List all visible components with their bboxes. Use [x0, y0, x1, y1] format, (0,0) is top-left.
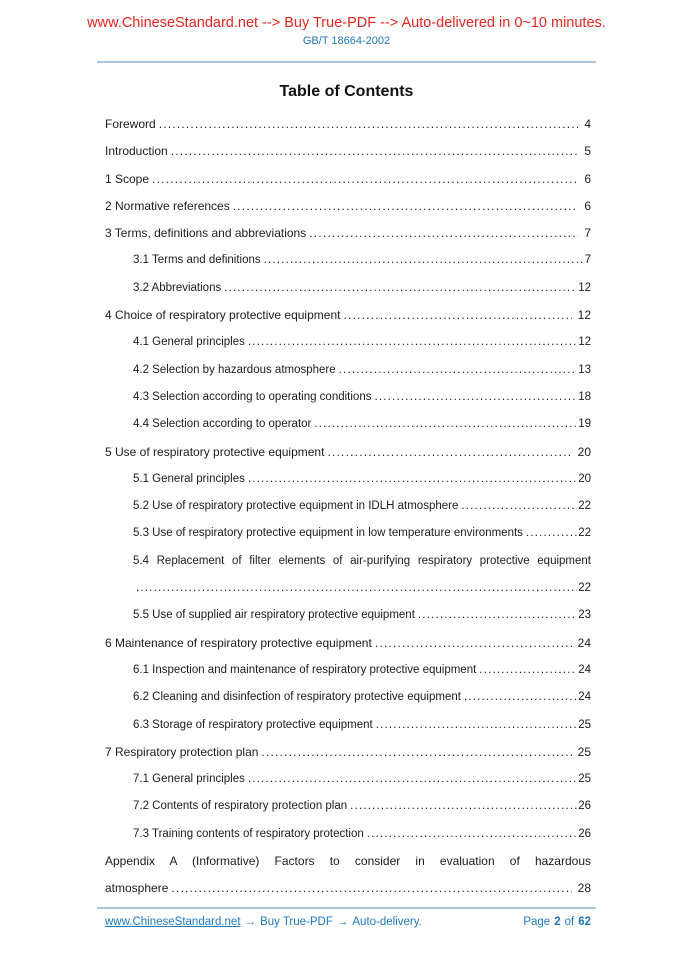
footer-buy-label: Buy True-PDF [260, 916, 333, 928]
toc-page-number: 19 [578, 418, 591, 431]
toc-entry-text: 1 Scope [105, 171, 150, 186]
toc-row [105, 766, 591, 793]
toc-page-number: 23 [578, 609, 591, 622]
dot-leader [464, 684, 577, 711]
toc-page-number: 13 [578, 363, 591, 376]
toc-row [105, 848, 591, 875]
dot-leader [248, 466, 577, 493]
toc-list [105, 111, 591, 903]
footer-divider [97, 907, 596, 909]
toc-row [105, 739, 591, 766]
arrow-icon: → [336, 916, 349, 928]
footer-page-indicator [523, 916, 591, 928]
dot-leader [418, 602, 577, 629]
header-divider [97, 61, 596, 63]
dot-leader [264, 247, 584, 274]
page-footer [105, 916, 591, 928]
dot-leader [224, 275, 577, 302]
page-label: Page [523, 916, 551, 928]
toc-row [105, 166, 591, 193]
toc-entry-text: 4.3 Selection according to operating conditions [133, 390, 372, 403]
toc-entry-text: 5.4 Replacement of filter elements of air-purifying respiratory protective equipment [133, 554, 591, 567]
toc-entry-text: 3.2 Abbreviations [133, 281, 222, 294]
dot-leader [479, 657, 577, 684]
footer-site-link[interactable]: www.ChineseStandard.net [105, 916, 241, 928]
toc-page-number: 4 [584, 117, 591, 131]
toc-row [105, 439, 591, 466]
toc-page-number: 20 [578, 472, 591, 485]
toc-row [105, 602, 591, 629]
footer-delivery-label: Auto-delivery. [352, 916, 422, 928]
toc-row [105, 384, 591, 411]
dot-leader [159, 111, 579, 138]
toc-row [105, 193, 591, 220]
toc-page-number: 24 [578, 663, 591, 676]
toc-page-number: 7 [584, 226, 591, 241]
toc-page-number: 18 [578, 390, 591, 403]
toc-entry-text: 5.2 Use of respiratory protective equipment in IDLH atmosphere [133, 500, 459, 513]
toc-row [105, 275, 591, 302]
toc-row [105, 247, 591, 274]
dot-leader [339, 357, 578, 384]
dot-leader [136, 575, 577, 602]
toc-row [105, 493, 591, 520]
toc-page-number: 24 [577, 635, 591, 650]
toc-row [105, 302, 591, 329]
toc-entry-text: 2 Normative references [105, 198, 230, 213]
toc-row [105, 712, 591, 739]
toc-row [105, 630, 591, 657]
toc-entry-text: Appendix A (Informative) Factors to consider in evaluation of hazardous [105, 854, 591, 869]
toc-entry-text: 3 Terms, definitions and abbreviations [105, 226, 307, 241]
arrow-icon: → [244, 916, 257, 928]
toc-page-number: 5 [584, 144, 591, 159]
toc-row [105, 684, 591, 711]
dot-leader [171, 875, 571, 902]
toc-entry-text: 5 Use of respiratory protective equipment [105, 444, 325, 459]
footer-left [105, 916, 422, 928]
toc-entry-text: atmosphere [105, 881, 169, 896]
toc-row [105, 111, 591, 138]
toc-page-number: 6 [584, 171, 591, 186]
toc-entry-text: Foreword [105, 117, 156, 131]
toc-page-number: 26 [578, 827, 591, 840]
toc-page-number: 22 [578, 500, 591, 513]
page-title: Table of Contents [279, 83, 414, 100]
dot-leader [152, 166, 578, 193]
toc-row [105, 875, 591, 902]
dot-leader [374, 384, 577, 411]
toc-page-number: 26 [578, 800, 591, 813]
toc-page-number: 28 [577, 881, 591, 896]
toc-page-number: 25 [578, 718, 591, 731]
toc-row [105, 821, 591, 848]
toc-entry-text: 7.2 Contents of respiratory protection plan [133, 800, 348, 813]
toc-row [105, 329, 591, 356]
toc-page-number: 25 [578, 773, 591, 786]
promo-banner: www.ChineseStandard.net --> Buy True-PDF --> Auto-delivered in 0~10 minutes. [87, 15, 606, 31]
toc-entry-text: 7.3 Training contents of respiratory protection [133, 827, 364, 840]
toc-page-number: 12 [578, 281, 591, 294]
toc-entry-text: 6.2 Cleaning and disinfection of respiratory protective equipment [133, 691, 461, 704]
dot-leader [248, 329, 577, 356]
toc-row [105, 220, 591, 247]
toc-row [105, 411, 591, 438]
dot-leader [343, 302, 571, 329]
toc-entry-text: 3.1 Terms and definitions [133, 254, 261, 267]
toc-entry-text: 4.1 General principles [133, 336, 245, 349]
toc-page-number: 12 [578, 336, 591, 349]
toc-row [105, 357, 591, 384]
toc-row [105, 575, 591, 602]
toc-entry-text: 7 Respiratory protection plan [105, 744, 259, 759]
toc-entry-text: 4.2 Selection by hazardous atmosphere [133, 363, 336, 376]
dot-leader [375, 630, 572, 657]
toc-entry-text: 4 Choice of respiratory protective equipment [105, 308, 341, 323]
toc-page-number: 20 [577, 444, 591, 459]
dot-leader [350, 793, 577, 820]
toc-entry-text: 7.1 General principles [133, 773, 245, 786]
toc-entry-text: 5.3 Use of respiratory protective equipment in low temperature environments [133, 527, 523, 540]
dot-leader [376, 712, 577, 739]
toc-row [105, 520, 591, 547]
toc-row [105, 793, 591, 820]
dot-leader [327, 439, 571, 466]
page-number: 2 [554, 916, 561, 928]
toc-entry-text: 6.1 Inspection and maintenance of respiratory protective equipment [133, 663, 477, 676]
toc-entry-text: 6.3 Storage of respiratory protective equipment [133, 718, 373, 731]
dot-leader [309, 220, 578, 247]
page-total: 62 [578, 916, 591, 928]
dot-leader [526, 520, 577, 547]
toc-entry-text: Introduction [105, 144, 168, 159]
toc-row [105, 548, 591, 575]
toc-page-number: 22 [578, 527, 591, 540]
dot-leader [248, 766, 577, 793]
toc-entry-text: 4.4 Selection according to operator [133, 418, 312, 431]
toc-page-number: 24 [578, 691, 591, 704]
dot-leader [314, 411, 577, 438]
toc-entry-text: 5.5 Use of supplied air respiratory protective equipment [133, 609, 415, 622]
toc-page-number: 22 [578, 582, 591, 595]
toc-row [105, 657, 591, 684]
toc-row [105, 466, 591, 493]
toc-page-number: 7 [584, 254, 591, 267]
toc-row [105, 138, 591, 165]
dot-leader [461, 493, 577, 520]
toc-entry-text: 6 Maintenance of respiratory protective equipment [105, 635, 372, 650]
dot-leader [367, 821, 577, 848]
toc-page-number: 12 [577, 308, 591, 323]
toc-entry-text: 5.1 General principles [133, 472, 245, 485]
dot-leader [261, 739, 571, 766]
of-label: of [564, 916, 575, 928]
dot-leader [233, 193, 579, 220]
standard-number: GB/T 18664-2002 [302, 35, 391, 47]
dot-leader [171, 138, 579, 165]
toc-page-number: 6 [584, 198, 591, 213]
toc-page-number: 25 [577, 744, 591, 759]
